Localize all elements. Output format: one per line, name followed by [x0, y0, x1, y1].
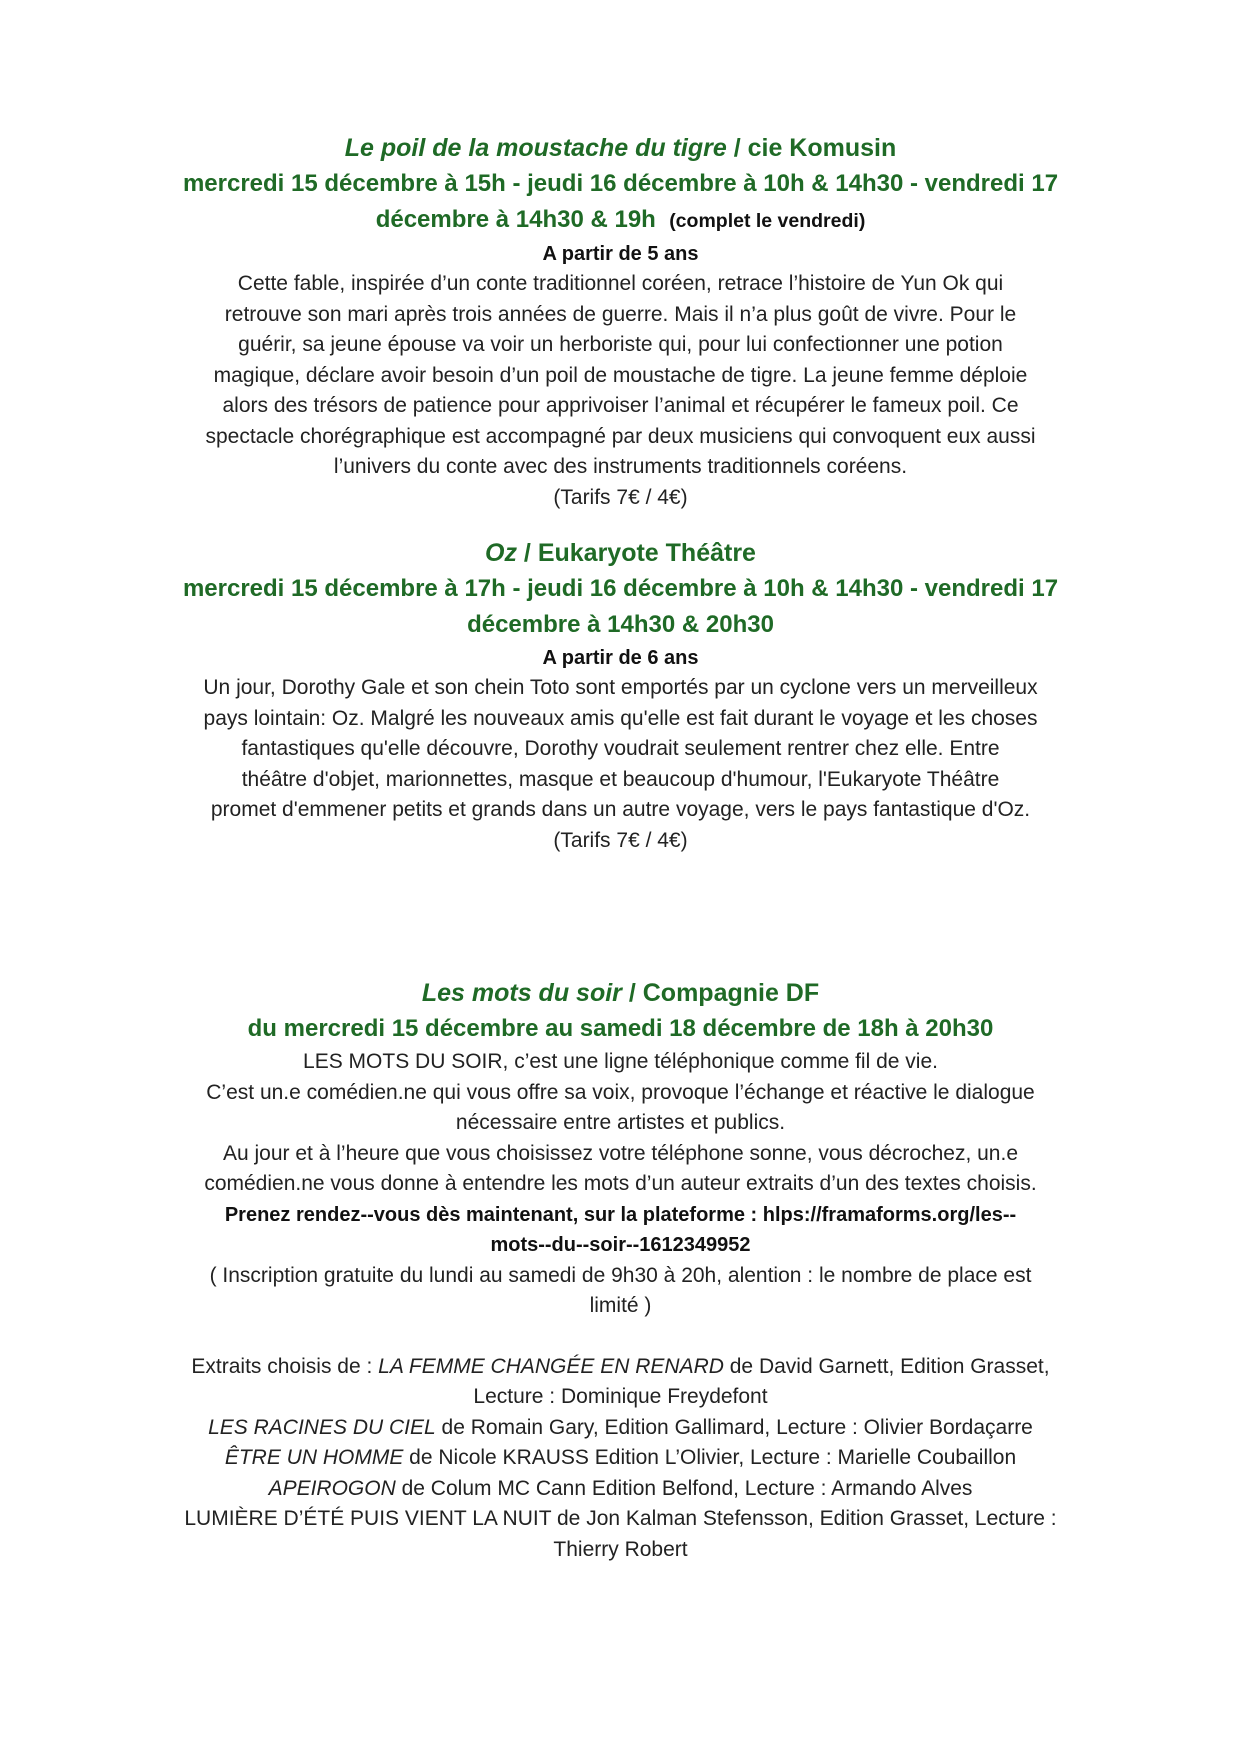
event-title-italic: Les mots du soir — [421, 979, 622, 1007]
event-tarifs: (Tarifs 7€ / 4€) — [553, 828, 688, 852]
extract-details: de Nicole KRAUSS Edition L’Olivier, Lecture : Marielle Coubaillon — [403, 1446, 1017, 1469]
event-compagnie-df — [140, 975, 1101, 1565]
description-line: Cette fable, inspirée d’un conte traditionnel coréen, retrace l’histoire de Yun Ok qui — [237, 272, 1004, 295]
event-company: / cie Komusin — [726, 134, 897, 162]
event-eukaryote — [140, 535, 1101, 856]
description-line: C’est un.e comédien.ne qui vous offre sa voix, provoque l’échange et réactive le dialogue — [206, 1080, 1035, 1104]
description-line: Un jour, Dorothy Gale et son chein Toto sont emportés par un cyclone vers un merveilleux — [203, 676, 1038, 699]
description-line: fantastiques qu'elle découvre, Dorothy voudrait seulement rentrer chez elle. Entre — [241, 737, 1000, 760]
description-line: pays lointain: Oz. Malgré les nouveaux amis qu'elle est fait durant le voyage et les choses — [203, 706, 1038, 730]
description-line: nécessaire entre artistes et publics. — [455, 1111, 786, 1134]
booking-line-1: Prenez rendez--vous dès maintenant, sur la plateforme : hlps://framaforms.org/les-- — [224, 1203, 1017, 1226]
description-line: retrouve son mari après trois années de guerre. Mais il n’a plus goût de vivre. Pour le — [224, 302, 1017, 326]
description-line: l’univers du conte avec des instruments traditionnels coréens. — [333, 455, 908, 478]
event-komusin — [140, 130, 1101, 513]
event-description — [140, 269, 1101, 513]
description-line: magique, déclare avoir besoin d’un poil de moustache de tigre. La jeune femme déploie — [213, 363, 1028, 387]
inscription-line-1: ( Inscription gratuite du lundi au samedi de 9h30 à 20h, alention : le nombre de place est — [209, 1263, 1032, 1287]
extract-book-title: ÊTRE UN HOMME — [224, 1446, 404, 1469]
extract-book-title: APEIROGON — [268, 1476, 396, 1500]
event-note: (complet le vendredi) — [669, 210, 866, 232]
extract-details: de David Garnett, Edition Grasset, — [723, 1354, 1050, 1378]
event-age: A partir de 6 ans — [542, 647, 699, 669]
inscription-line-2: limité ) — [589, 1294, 652, 1317]
event-title-italic: Le poil de la moustache du tigre — [344, 134, 727, 162]
description-line: promet d'emmener petits et grands dans un autre voyage, vers le pays fantastique d'Oz. — [210, 798, 1031, 821]
extract-book-title: LA FEMME CHANGÉE EN RENARD — [378, 1354, 724, 1378]
extract-line — [140, 1413, 1101, 1444]
event-title — [140, 975, 1101, 1011]
extract-line — [140, 1443, 1101, 1474]
event-title-italic: Oz — [485, 539, 517, 567]
event-title — [140, 130, 1101, 166]
extracts-list — [140, 1352, 1101, 1566]
event-title — [140, 535, 1101, 571]
description-line: guérir, sa jeune épouse va voir un herboriste qui, pour lui confectionner une potion — [238, 333, 1003, 356]
spacer — [140, 1322, 1101, 1352]
event-dates-line-1: mercredi 15 décembre à 15h - jeudi 16 décembre à 10h & 14h30 - vendredi 17 — [182, 170, 1059, 197]
extract-line: Lecture : Dominique Freydefont — [473, 1385, 768, 1408]
extract-details: de Colum MC Cann Edition Belfond, Lecture : Armando Alves — [395, 1476, 973, 1500]
extract-line: Thierry Robert — [553, 1537, 688, 1561]
extract-line — [140, 1474, 1101, 1505]
event-company: / Eukaryote Théâtre — [516, 539, 756, 567]
description-line: spectacle chorégraphique est accompagné par deux musiciens qui convoquent eux aussi — [205, 424, 1036, 448]
event-tarifs: (Tarifs 7€ / 4€) — [553, 485, 688, 509]
event-dates-line-2: décembre à 14h30 & 20h30 — [467, 611, 774, 638]
event-dates-line-1: mercredi 15 décembre à 17h - jeudi 16 décembre à 10h & 14h30 - vendredi 17 — [182, 575, 1059, 602]
event-dates-line-1: du mercredi 15 décembre au samedi 18 décembre de 18h à 20h30 — [247, 1015, 994, 1042]
extract-book-title: LES RACINES DU CIEL — [208, 1415, 436, 1439]
description-line: Au jour et à l’heure que vous choisissez votre téléphone sonne, vous décrochez, un.e — [223, 1141, 1018, 1165]
booking-link[interactable]: mots--du--soir--1612349952 — [490, 1234, 751, 1256]
description-line: comédien.ne vous donne à entendre les mots d’un auteur extraits d’un des textes choisis. — [204, 1172, 1037, 1195]
extract-line: LUMIÈRE D’ÉTÉ PUIS VIENT LA NUIT de Jon Kalman Stefensson, Edition Grasset, Lecture : — [184, 1507, 1057, 1530]
event-dates-line-2 — [140, 202, 1101, 239]
event-description — [140, 673, 1101, 856]
description-line: théâtre d'objet, marionnettes, masque et beaucoup d'humour, l'Eukaryote Théâtre — [241, 767, 1000, 791]
description-line: alors des trésors de patience pour apprivoiser l’animal et récupérer le fameux poil. Ce — [222, 394, 1019, 417]
description-line: LES MOTS DU SOIR, c’est une ligne téléphonique comme fil de vie. — [303, 1050, 938, 1073]
event-age: A partir de 5 ans — [542, 243, 699, 265]
extract-line — [140, 1352, 1101, 1383]
extract-prefix: Extraits choisis de : — [191, 1354, 379, 1378]
event-description — [140, 1047, 1101, 1200]
event-dates-text: décembre à 14h30 & 19h — [375, 206, 656, 233]
event-company: / Compagnie DF — [621, 979, 820, 1007]
extract-details: de Romain Gary, Edition Gallimard, Lecture : Olivier Bordaçarre — [435, 1415, 1033, 1439]
